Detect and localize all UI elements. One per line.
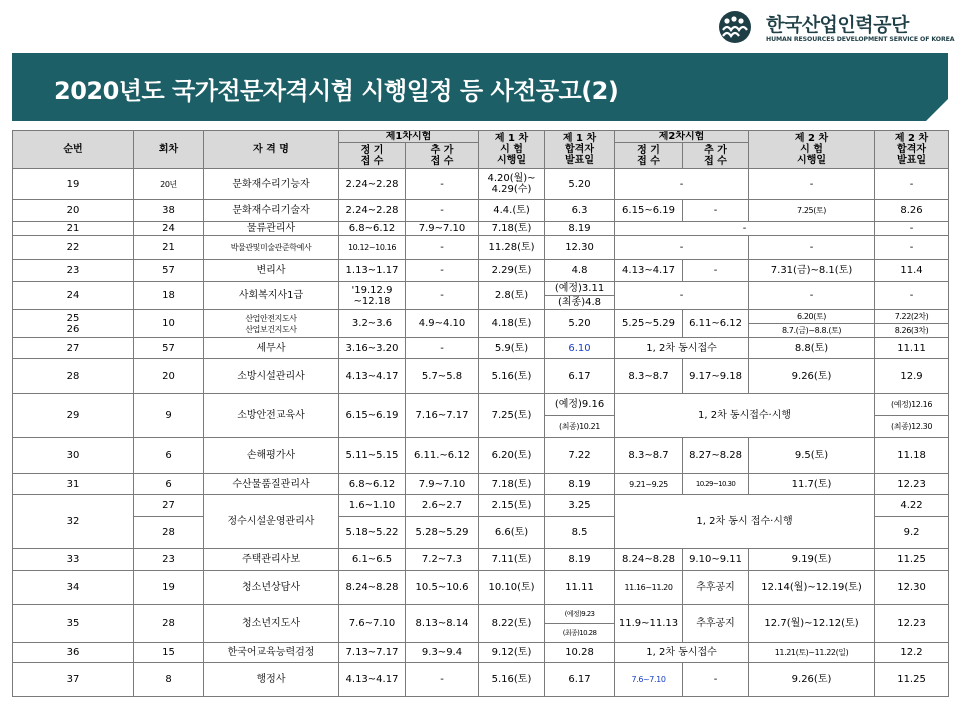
cell-date1: 5.16(토): [479, 663, 545, 697]
cell-no: 30: [13, 438, 134, 474]
cell-add2: 8.27~8.28: [683, 438, 749, 474]
cell-round: 38: [134, 200, 204, 222]
cell-res1: 5.20: [545, 169, 615, 200]
cell-no: 28: [13, 359, 134, 394]
cell-reg1: 3.2~3.6: [339, 310, 406, 338]
cell-reg1: 2.24~2.28: [339, 169, 406, 200]
cell-no: 33: [13, 549, 134, 571]
cell-second-merged: 1, 2차 동시접수·시행: [615, 394, 875, 438]
cell-reg2: 6.15~6.19: [615, 200, 683, 222]
cell-round: 21: [134, 236, 204, 260]
cell-reg1: 6.8~6.12: [339, 474, 406, 495]
logo: [718, 8, 955, 50]
cell-reg2-add2: -: [615, 236, 749, 260]
cell-add1-a: 2.6~2.7: [406, 495, 479, 517]
cell-res2: 12.30: [875, 571, 949, 605]
cell-res1: 7.22: [545, 438, 615, 474]
table-row: [13, 605, 949, 624]
table-row: [13, 222, 949, 236]
cell-date1: 4.4.(토): [479, 200, 545, 222]
cell-date1: 7.18(토): [479, 222, 545, 236]
cell-add1-b: 5.28~5.29: [406, 517, 479, 549]
cell-round: 6: [134, 438, 204, 474]
cell-no: 20: [13, 200, 134, 222]
cell-res2: -: [875, 169, 949, 200]
cell-round: 9: [134, 394, 204, 438]
cell-round: 20: [134, 359, 204, 394]
cell-res2: 11.11: [875, 338, 949, 359]
cell-name: 청소년지도사: [204, 605, 339, 643]
table-row: [13, 169, 949, 200]
cell-second-merged: 1, 2차 동시 접수·시행: [615, 495, 875, 549]
cell-reg1: '19.12.9 ~12.18: [339, 282, 406, 310]
cell-round: 28: [134, 605, 204, 643]
cell-reg1: 5.11~5.15: [339, 438, 406, 474]
cell-name: 박물관및미술관준학예사: [204, 236, 339, 260]
cell-no: 21: [13, 222, 134, 236]
cell-res1-final: (최종)10.28: [545, 624, 615, 643]
table-row: [13, 438, 949, 474]
cell-reg1: 4.13~4.17: [339, 663, 406, 697]
table-row: [13, 663, 949, 697]
cell-date1: 5.9(토): [479, 338, 545, 359]
cell-reg2-add2: -: [615, 282, 749, 310]
cell-date1: 4.18(토): [479, 310, 545, 338]
cell-add1: 4.9~4.10: [406, 310, 479, 338]
cell-add2: 10.29~10.30: [683, 474, 749, 495]
cell-res2: -: [875, 282, 949, 310]
cell-date1: 2.29(토): [479, 260, 545, 282]
cell-name: 문화재수리기술자: [204, 200, 339, 222]
cell-name: 변리사: [204, 260, 339, 282]
cell-date2: 9.26(토): [749, 663, 875, 697]
header-additional-2: 추 가 접 수: [683, 143, 749, 169]
cell-round: 24: [134, 222, 204, 236]
cell-reg1: 3.16~3.20: [339, 338, 406, 359]
cell-add2: 9.17~9.18: [683, 359, 749, 394]
table-row: [13, 236, 949, 260]
cell-no: 36: [13, 643, 134, 663]
qualification-b: 산업보건지도사: [245, 324, 297, 334]
cell-add1: -: [406, 200, 479, 222]
cell-add1: -: [406, 260, 479, 282]
cell-no: 24: [13, 282, 134, 310]
cell-date1: 7.18(토): [479, 474, 545, 495]
cell-res2: 11.25: [875, 549, 949, 571]
cell-date1: 4.20(월)~ 4.29(수): [479, 169, 545, 200]
cell-reg1: 4.13~4.17: [339, 359, 406, 394]
cell-reg2: 4.13~4.17: [615, 260, 683, 282]
qualification-a: 산업안전지도사: [245, 313, 297, 323]
cell-reg2-add2: 1, 2차 동시접수: [615, 338, 749, 359]
header-round: 회차: [134, 131, 204, 169]
cell-reg2: 8.3~8.7: [615, 359, 683, 394]
table-row: [13, 495, 949, 517]
cell-name: 행정사: [204, 663, 339, 697]
cell-res2: 8.26: [875, 200, 949, 222]
table-row: [13, 549, 949, 571]
cell-add1: 7.2~7.3: [406, 549, 479, 571]
cell-date2: 11.21(토)~11.22(일): [749, 643, 875, 663]
cell-name: 소방시설관리사: [204, 359, 339, 394]
cell-add2: -: [683, 200, 749, 222]
cell-res1-final: (최종)4.8: [545, 296, 615, 310]
header-regular-2: 정 기 접 수: [615, 143, 683, 169]
schedule-table-wrap: [12, 130, 948, 697]
logo-name-ko: 한국산업인력공단: [766, 14, 909, 36]
table-row: [13, 643, 949, 663]
header-qualification: 자 격 명: [204, 131, 339, 169]
cell-round: 20년: [134, 169, 204, 200]
cell-name: 수산물품질관리사: [204, 474, 339, 495]
header-second-exam: 제2차시험: [615, 131, 749, 143]
cell-reg1-b: 5.18~5.22: [339, 517, 406, 549]
cell-res1-final: (최종)10.21: [545, 416, 615, 438]
cell-date1: 8.22(토): [479, 605, 545, 643]
cell-date2: -: [749, 236, 875, 260]
cell-reg2: 7.6~7.10: [615, 663, 683, 697]
cell-round: 19: [134, 571, 204, 605]
cell-res2-b: 8.26(3차): [875, 324, 949, 338]
cell-date1: 11.28(토): [479, 236, 545, 260]
table-row: [13, 571, 949, 605]
cell-name: 청소년상담사: [204, 571, 339, 605]
header-additional-1: 추 가 접 수: [406, 143, 479, 169]
cell-reg2: 11.16~11.20: [615, 571, 683, 605]
cell-name: 정수시설운영관리사: [204, 495, 339, 549]
cell-reg2-add2: 1, 2차 동시접수: [615, 643, 749, 663]
header-first-result: 제 1 차 합격자 발표일: [545, 131, 615, 169]
cell-res1: 10.28: [545, 643, 615, 663]
cell-round: 57: [134, 260, 204, 282]
cell-round: 23: [134, 549, 204, 571]
table-row: [13, 394, 949, 416]
cell-add2: 6.11~6.12: [683, 310, 749, 338]
cell-add1: 5.7~5.8: [406, 359, 479, 394]
cell-add1: 7.9~7.10: [406, 222, 479, 236]
cell-res1-provisional: (예정)3.11: [545, 282, 615, 296]
cell-res1: 8.19: [545, 549, 615, 571]
cell-reg1: 2.24~2.28: [339, 200, 406, 222]
cell-res1: 12.30: [545, 236, 615, 260]
cell-date1: 5.16(토): [479, 359, 545, 394]
cell-reg2: 8.24~8.28: [615, 549, 683, 571]
cell-add2: -: [683, 663, 749, 697]
cell-no: 35: [13, 605, 134, 643]
cell-reg2: 9.21~9.25: [615, 474, 683, 495]
cell-add1: 7.16~7.17: [406, 394, 479, 438]
cell-reg1: 6.8~6.12: [339, 222, 406, 236]
cell-res1-provisional: (예정)9.23: [545, 605, 615, 624]
cell-reg2: 11.9~11.13: [615, 605, 683, 643]
cell-name: 세무사: [204, 338, 339, 359]
cell-name: 사회복지사1급: [204, 282, 339, 310]
cell-date2: -: [749, 282, 875, 310]
table-row: [13, 359, 949, 394]
cell-date1: 2.8(토): [479, 282, 545, 310]
table-row: [13, 338, 949, 359]
cell-add1: -: [406, 663, 479, 697]
header-first-date: 제 1 차 시 험 시행일: [479, 131, 545, 169]
table-row: [13, 282, 949, 296]
cell-name: 소방안전교육사: [204, 394, 339, 438]
cell-res1: 6.17: [545, 359, 615, 394]
cell-date2: 8.8(토): [749, 338, 875, 359]
table-row: [13, 260, 949, 282]
cell-res1-provisional: (예정)9.16: [545, 394, 615, 416]
cell-date2: 12.7(월)~12.12(토): [749, 605, 875, 643]
cell-reg2-add2: -: [615, 169, 749, 200]
cell-res1-a: 3.25: [545, 495, 615, 517]
cell-date2-a: 6.20(토): [749, 310, 875, 324]
cell-no: 23: [13, 260, 134, 282]
cell-res2: -: [875, 236, 949, 260]
cell-res2-a: 7.22(2차): [875, 310, 949, 324]
cell-reg2-add2: -: [615, 222, 875, 236]
cell-no: 22: [13, 236, 134, 260]
cell-date1: 6.20(토): [479, 438, 545, 474]
cell-name: 손해평가사: [204, 438, 339, 474]
cell-name: 물류관리사: [204, 222, 339, 236]
cell-date1-a: 2.15(토): [479, 495, 545, 517]
cell-add2: 9.10~9.11: [683, 549, 749, 571]
cell-round: 57: [134, 338, 204, 359]
cell-no: 27: [13, 338, 134, 359]
cell-res2: 12.23: [875, 474, 949, 495]
cell-reg1: 6.15~6.19: [339, 394, 406, 438]
cell-round: 15: [134, 643, 204, 663]
cell-add1: -: [406, 236, 479, 260]
cell-round: 10: [134, 310, 204, 338]
cell-add2: 추후공지: [683, 605, 749, 643]
cell-add1: -: [406, 338, 479, 359]
cell-round: 18: [134, 282, 204, 310]
cell-date2-b: 8.7.(금)~8.8.(토): [749, 324, 875, 338]
cell-reg2: 8.3~8.7: [615, 438, 683, 474]
page-title: 2020년도 국가전문자격시험 시행일정 등 사전공고(2): [54, 77, 619, 105]
cell-reg1-a: 1.6~1.10: [339, 495, 406, 517]
cell-res2: 11.25: [875, 663, 949, 697]
cell-name: 한국어교육능력검정: [204, 643, 339, 663]
cell-res1: 4.8: [545, 260, 615, 282]
header-second-date: 제 2 차 시 험 시행일: [749, 131, 875, 169]
cell-add2: 추후공지: [683, 571, 749, 605]
cell-res1: 6.10: [545, 338, 615, 359]
cell-date2: 7.25(토): [749, 200, 875, 222]
cell-name: 문화재수리기능자: [204, 169, 339, 200]
cell-no: 29: [13, 394, 134, 438]
header-regular-1: 정 기 접 수: [339, 143, 406, 169]
cell-reg2: 5.25~5.29: [615, 310, 683, 338]
cell-add1: 8.13~8.14: [406, 605, 479, 643]
cell-res2-final: (최종)12.30: [875, 416, 949, 438]
cell-reg1: 1.13~1.17: [339, 260, 406, 282]
cell-res1: 6.3: [545, 200, 615, 222]
schedule-table: [12, 130, 949, 697]
cell-add1: -: [406, 282, 479, 310]
cell-res2: 12.23: [875, 605, 949, 643]
cell-name: 주택관리사보: [204, 549, 339, 571]
cell-reg1: 7.6~7.10: [339, 605, 406, 643]
cell-date2: 9.26(토): [749, 359, 875, 394]
cell-res2-provisional: (예정)12.16: [875, 394, 949, 416]
cell-date1: 7.25(토): [479, 394, 545, 438]
cell-no: 25 26: [13, 310, 134, 338]
cell-res2: 12.9: [875, 359, 949, 394]
cell-round-b: 28: [134, 517, 204, 549]
cell-no: 34: [13, 571, 134, 605]
cell-res1: 6.17: [545, 663, 615, 697]
cell-add1: 10.5~10.6: [406, 571, 479, 605]
cell-no: 32: [13, 495, 134, 549]
cell-res1: 5.20: [545, 310, 615, 338]
cell-no: 31: [13, 474, 134, 495]
cell-no: 37: [13, 663, 134, 697]
cell-date1: 7.11(토): [479, 549, 545, 571]
cell-res2: 11.18: [875, 438, 949, 474]
title-banner: [12, 53, 948, 121]
cell-name: [204, 310, 339, 338]
cell-res2: 11.4: [875, 260, 949, 282]
cell-round: 8: [134, 663, 204, 697]
cell-date1-b: 6.6(토): [479, 517, 545, 549]
cell-res2: 12.2: [875, 643, 949, 663]
table-row: [13, 310, 949, 324]
cell-date2: 9.5(토): [749, 438, 875, 474]
cell-date2: 7.31(금)~8.1(토): [749, 260, 875, 282]
cell-add1: 6.11.~6.12: [406, 438, 479, 474]
cell-round: 6: [134, 474, 204, 495]
cell-date1: 10.10(토): [479, 571, 545, 605]
cell-round-a: 27: [134, 495, 204, 517]
cell-add1: 9.3~9.4: [406, 643, 479, 663]
cell-res1: 11.11: [545, 571, 615, 605]
header-first-exam: 제1차시험: [339, 131, 479, 143]
cell-add2: -: [683, 260, 749, 282]
cell-reg1: 6.1~6.5: [339, 549, 406, 571]
cell-reg1: 8.24~8.28: [339, 571, 406, 605]
cell-reg1: 10.12~10.16: [339, 236, 406, 260]
cell-date2: -: [749, 169, 875, 200]
hrdk-logo-icon: [718, 10, 760, 44]
cell-res2: -: [875, 222, 949, 236]
table-row: [13, 474, 949, 495]
table-row: [13, 200, 949, 222]
cell-no: 19: [13, 169, 134, 200]
cell-res2-a: 4.22: [875, 495, 949, 517]
cell-res2-b: 9.2: [875, 517, 949, 549]
cell-date2: 11.7(토): [749, 474, 875, 495]
cell-add1: 7.9~7.10: [406, 474, 479, 495]
cell-res1: 8.19: [545, 474, 615, 495]
cell-add1: -: [406, 169, 479, 200]
cell-date1: 9.12(토): [479, 643, 545, 663]
cell-res1-b: 8.5: [545, 517, 615, 549]
logo-name-en: HUMAN RESOURCES DEVELOPMENT SERVICE OF KOREA: [766, 36, 955, 43]
header-second-result: 제 2 차 합격자 발표일: [875, 131, 949, 169]
cell-date2: 9.19(토): [749, 549, 875, 571]
header-no: 순번: [13, 131, 134, 169]
cell-date2: 12.14(월)~12.19(토): [749, 571, 875, 605]
cell-res1: 8.19: [545, 222, 615, 236]
cell-reg1: 7.13~7.17: [339, 643, 406, 663]
